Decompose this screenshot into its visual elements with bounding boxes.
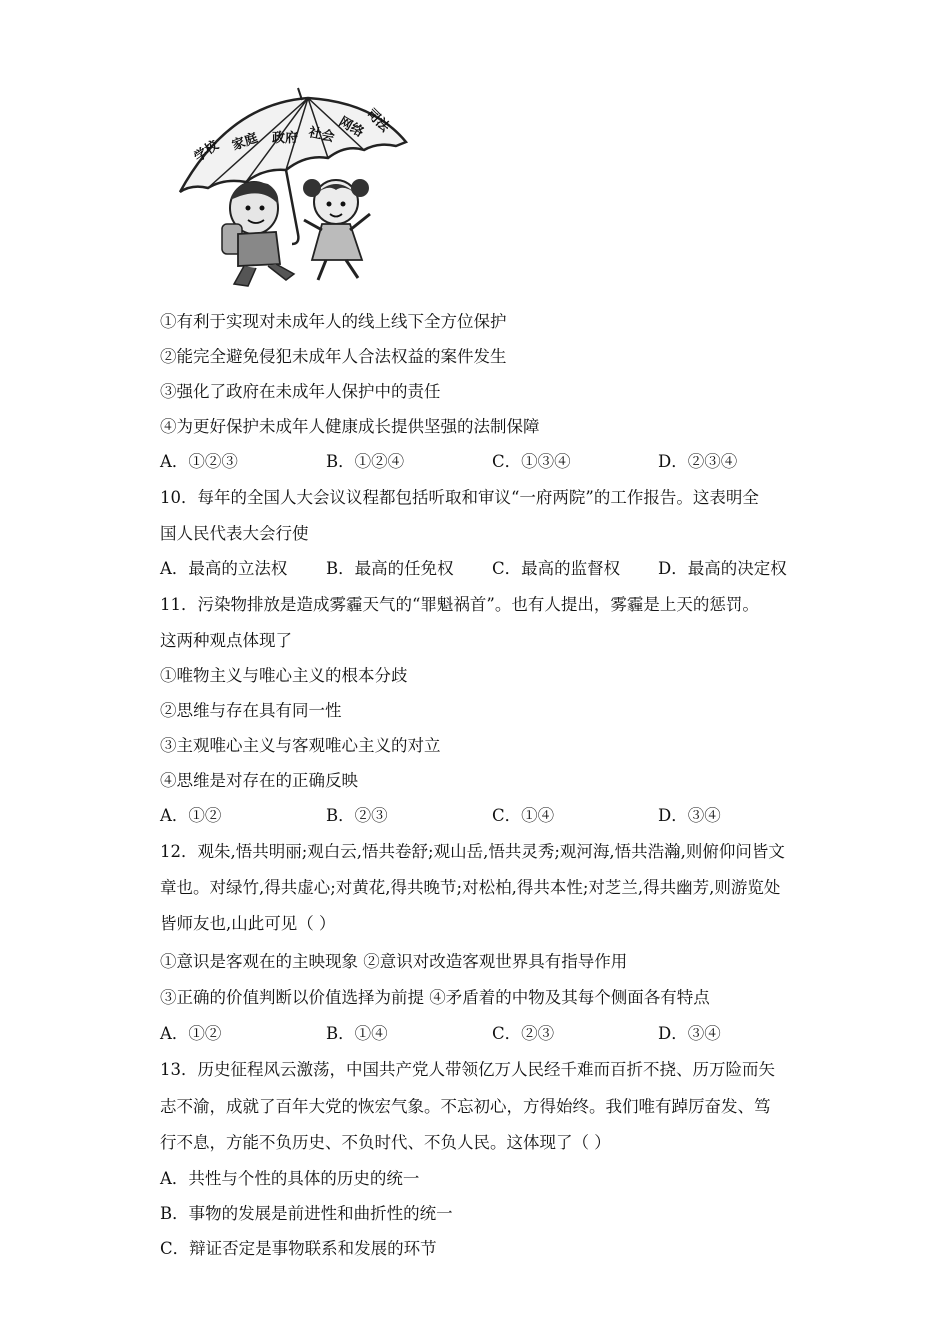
q9-option-a[interactable]: A．①②③ xyxy=(160,452,238,471)
q12-item: ①意识是客观在的主映现象 ②意识对改造客观世界具有指导作用 xyxy=(160,952,628,971)
umbrella-illustration xyxy=(168,84,413,290)
q11-option-a[interactable]: A．①② xyxy=(160,806,222,825)
q12-stem: 12．观朱,悟共明丽;观白云,悟共卷舒;观山岳,悟共灵秀;观河海,悟共浩瀚,则俯仰问皆文 xyxy=(160,842,785,861)
q11-option-c[interactable]: C．①④ xyxy=(492,806,555,825)
q9-item: ③强化了政府在未成年人保护中的责任 xyxy=(160,382,441,401)
girl-figure xyxy=(303,179,370,280)
boy-figure xyxy=(222,182,294,286)
q9-option-d[interactable]: D．②③④ xyxy=(658,452,738,471)
q9-option-b[interactable]: B．①②④ xyxy=(326,452,405,471)
q12-option-a[interactable]: A．①② xyxy=(160,1024,222,1043)
q10-option-a[interactable]: A．最高的立法权 xyxy=(160,559,288,578)
q13-stem: 行不息，方能不负历史、不负时代、不负人民。这体现了（ ） xyxy=(160,1133,611,1152)
q11-item: ③主观唯心主义与客观唯心主义的对立 xyxy=(160,736,441,755)
q11-option-b[interactable]: B．②③ xyxy=(326,806,388,825)
q10-option-b[interactable]: B．最高的任免权 xyxy=(326,559,454,578)
q11-item: ①唯物主义与唯心主义的根本分歧 xyxy=(160,666,408,685)
q12-stem: 章也。对绿竹,得共虚心;对黄花,得共晚节;对松柏,得共本性;对芝兰,得共幽芳,则游览处 xyxy=(160,878,781,897)
q10-stem: 10．每年的全国人大会议议程都包括听取和审议“一府两院”的工作报告。这表明全 xyxy=(160,488,759,507)
q9-item: ④为更好保护未成年人健康成长提供坚强的法制保障 xyxy=(160,417,540,436)
umbrella-label: 家庭 xyxy=(230,130,260,154)
q12-option-d[interactable]: D．③④ xyxy=(658,1024,721,1043)
q13-option-a[interactable]: A．共性与个性的具体的历史的统一 xyxy=(160,1169,420,1188)
umbrella-label: 学校 xyxy=(191,138,222,166)
umbrella-label: 社会 xyxy=(307,125,336,146)
q10-option-c[interactable]: C．最高的监督权 xyxy=(492,559,621,578)
umbrella-label: 司法 xyxy=(363,106,393,136)
q13-stem: 志不渝，成就了百年大党的恢宏气象。不忘初心，方得始终。我们唯有踔厉奋发、笃 xyxy=(160,1097,771,1116)
q11-item: ④思维是对存在的正确反映 xyxy=(160,771,358,790)
q13-option-b[interactable]: B．事物的发展是前进性和曲折性的统一 xyxy=(160,1204,453,1223)
q9-item: ②能完全避免侵犯未成年人合法权益的案件发生 xyxy=(160,347,507,366)
q9-item: ①有利于实现对未成年人的线上线下全方位保护 xyxy=(160,312,507,331)
q13-option-c[interactable]: C．辩证否定是事物联系和发展的环节 xyxy=(160,1239,437,1258)
umbrella-label: 政府 xyxy=(272,131,299,146)
q11-option-d[interactable]: D．③④ xyxy=(658,806,721,825)
umbrella-label: 网络 xyxy=(336,114,367,141)
q11-stem: 这两种观点体现了 xyxy=(160,631,292,650)
q10-stem: 国人民代表大会行使 xyxy=(160,524,309,543)
q11-stem: 11．污染物排放是造成雾霾天气的“罪魁祸首”。也有人提出，雾霾是上天的惩罚。 xyxy=(160,595,759,614)
q12-item: ③正确的价值判断以价值选择为前提 ④矛盾着的中物及其每个侧面各有特点 xyxy=(160,988,710,1007)
q9-option-c[interactable]: C．①③④ xyxy=(492,452,571,471)
q10-option-d[interactable]: D．最高的决定权 xyxy=(658,559,787,578)
q11-item: ②思维与存在具有同一性 xyxy=(160,701,342,720)
q13-stem: 13．历史征程风云激荡，中国共产党人带领亿万人民经千难而百折不挠、历万险而矢 xyxy=(160,1060,775,1079)
q12-stem: 皆师友也,山此可见（ ） xyxy=(160,914,336,933)
q12-option-b[interactable]: B．①④ xyxy=(326,1024,388,1043)
q12-option-c[interactable]: C．②③ xyxy=(492,1024,555,1043)
